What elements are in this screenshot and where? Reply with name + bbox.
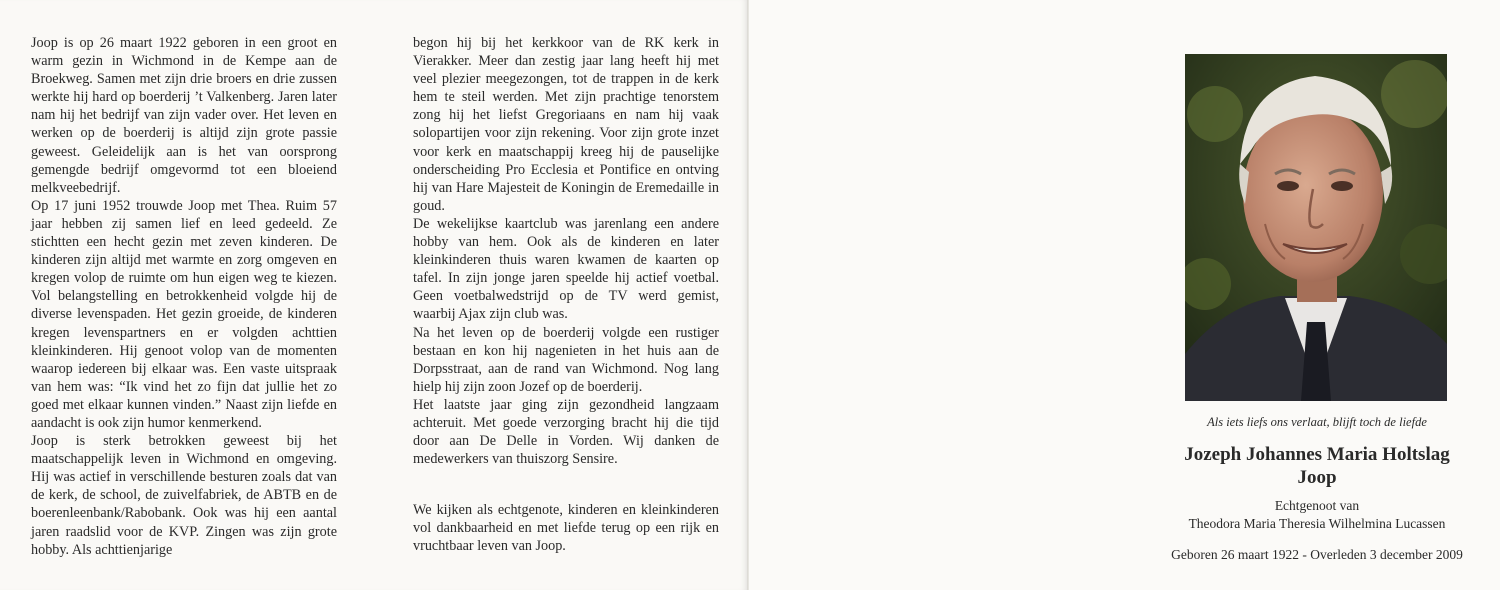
biography-paragraph: begon hij bij het kerkkoor van de RK kerk in Vierakker. Meer dan zestig jaar lang heeft hij met veel plezier meegezongen, tot de trappen in de kerk hem te steil werden. Met zijn prachtige tenorstem zong hij het liefst Gregoriaans en nam hij vaak solopartijen voor zijn rekening. Voor zijn grote inzet voor kerk en maatschappij kreeg hij de pauselijke onderscheiding Pro Ecclesia et Pontifice en ontving hij van Hare Majesteit de Koningin de Eremedaille in goud. [413,35,719,214]
deceased-full-name: Jozeph Johannes Maria Holtslag [1184,444,1450,465]
portrait-photo [1185,54,1447,401]
spouse-name: Theodora Maria Theresia Wilhelmina Lucassen [1188,516,1446,531]
closing-paragraph: We kijken als echtgenote, kinderen en kleinkinderen vol dankbaarheid en met liefde terug op een rijk en vruchtbaar leven van Joop. [413,502,719,555]
biography-paragraph: Het laatste jaar ging zijn gezondheid langzaam achteruit. Met goede verzorging bracht hij die tijd door aan De Delle in Vorden. Wij danken de medewerkers van thuiszorg Sensire. [413,396,719,468]
spouse-label: Echtgenoot van [1274,498,1360,513]
biography-paragraph: Op 17 juni 1952 trouwde Joop met Thea. Ruim 57 jaar hebben zij samen lief en leed gedeeld. Ze stichtten een hecht gezin met zeven kinderen. De kinderen zijn altijd met warmte en zorg omgeven en kregen volop de ruimte om hun eigen weg te kiezen. Vol belangstelling en betrokkenheid volgde hij de diverse levenspaden. Het gezin groeide, de kinderen kregen levenspartners en er volgden achttien kleinkinderen. Hij genoot volop van de momenten waarop iedereen bij elkaar was. Een vaste uitspraak van hem was: “Ik vind het zo fijn dat jullie het zo goed met elkaar kunnen vinden.” Naast zijn liefde en aandacht is ook zijn humor kenmerkend. [31,197,337,431]
biography-paragraph: Joop is sterk betrokken geweest bij het maatschappelijk leven in Wichmond en omgeving. Hij was actief in verschillende besturen zoals dat van de kerk, de school, de zuivelfabriek, de ABTB en de boerenleenbank/Rabobank. Ook was hij een aantal jaren raadslid voor de KVP. Zingen was zijn grote hobby. Als achttienjarige [31,433,337,558]
left-page [0,0,748,590]
life-dates: Geboren 26 maart 1922 - Overleden 3 december 2009 [1171,547,1463,562]
portrait-illustration [1185,54,1447,401]
biography-paragraph: De wekelijkse kaartclub was jarenlang een andere hobby van hem. Ook als de kinderen en later kleinkinderen thuis waren kwamen de kaarten op tafel. In zijn jonge jaren speelde hij actief voetbal. Geen voetbalwedstrijd op de TV werd gemist, waarbij Ajax zijn club was. [413,215,719,323]
deceased-nickname: Joop [1297,467,1337,488]
biography-column-2 [413,34,719,468]
biography-paragraph: Na het leven op de boerderij volgde een rustiger bestaan en kon hij nagenieten in het huis aan de Dorpsstraat, aan de rand van Wichmond. Nog lang hielp hij zijn zoon Jozef op de boerderij. [413,324,719,395]
biography-column-1 [31,34,337,559]
memorial-quote: Als iets liefs ons verlaat, blijft toch de liefde [1207,415,1427,429]
biography-paragraph: Joop is op 26 maart 1922 geboren in een groot en warm gezin in Wichmond in de Kempe aan de Broekweg. Samen met zijn drie broers en drie zussen werkte hij hard op boerderij ’t Valkenberg. Jaren later nam hij het bedrijf van zijn vader over. Het leven en werken op de boerderij is altijd zijn grote passie geweest. Geleidelijk aan is het van oorsprong gemengde bedrijf omgevormd tot een bloeiend melkveebedrijf. [31,35,337,196]
